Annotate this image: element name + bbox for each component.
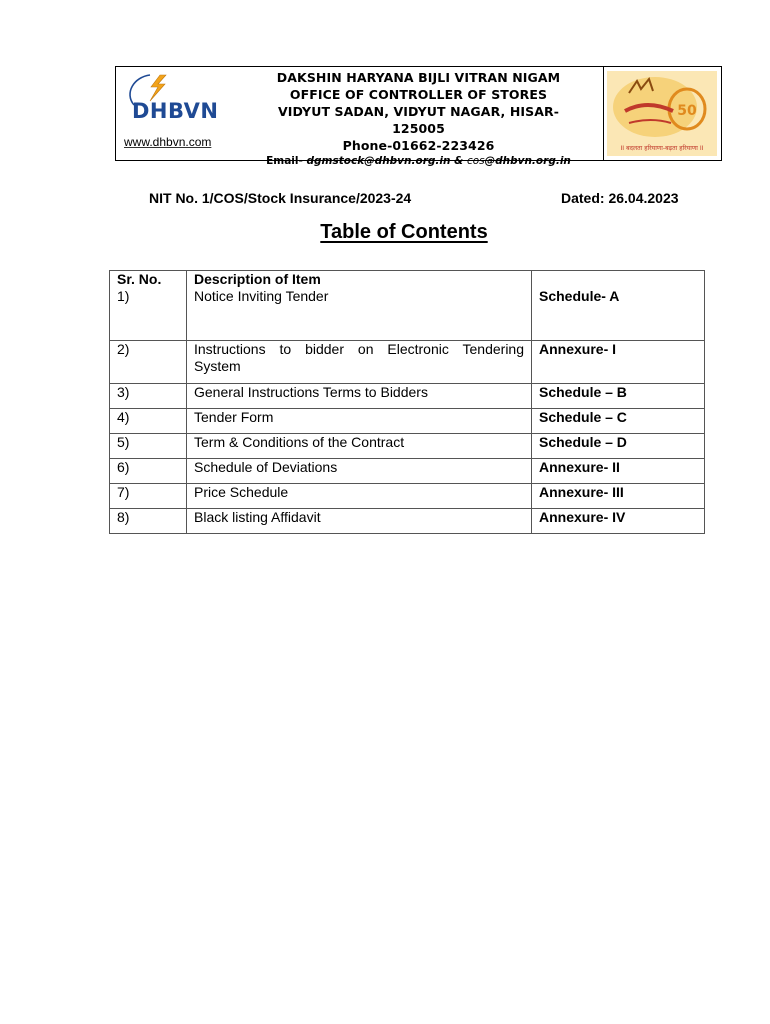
row-3-ref: Schedule – B xyxy=(532,384,705,409)
emblem-number: 50 xyxy=(677,103,697,119)
row-6-ref: Annexure- II xyxy=(532,459,705,484)
org-name: DAKSHIN HARYANA BIJLI VITRAN NIGAM xyxy=(276,70,561,85)
row-1-ref: Schedule- A xyxy=(539,288,620,304)
row-3-sr: 3) xyxy=(110,384,187,409)
email-line xyxy=(234,154,603,168)
row-4-ref: Schedule – C xyxy=(532,409,705,434)
row-8-ref: Annexure- IV xyxy=(532,509,705,534)
letterhead-address xyxy=(234,67,603,167)
table-row xyxy=(110,384,705,409)
table-row xyxy=(110,341,705,384)
phone-number: Phone-01662-223426 xyxy=(342,138,495,153)
email-link-2-domain[interactable]: @dhbvn.org.in xyxy=(484,155,571,167)
table-row xyxy=(110,509,705,534)
address-line-1: VIDYUT SADAN, VIDYUT NAGAR, HISAR- xyxy=(277,104,560,119)
letterhead xyxy=(115,66,722,167)
row-1-desc: Notice Inviting Tender xyxy=(194,288,329,304)
office-name: OFFICE OF CONTROLLER OF STORES xyxy=(289,87,548,102)
row-5-ref: Schedule – D xyxy=(532,434,705,459)
table-cell-desc xyxy=(187,271,532,341)
table-row xyxy=(110,409,705,434)
row-4-sr: 4) xyxy=(110,409,187,434)
table-cell-ref xyxy=(532,271,705,341)
email-link-2-prefix[interactable]: cos xyxy=(466,155,485,167)
dhbvn-logo-text: DHBVN xyxy=(132,99,219,123)
table-row xyxy=(110,271,705,341)
website-link[interactable]: www.dhbvn.com xyxy=(124,135,212,149)
table-row xyxy=(110,459,705,484)
row-7-desc: Price Schedule xyxy=(187,484,532,509)
nit-date: Dated: 26.04.2023 xyxy=(561,190,679,206)
row-1-sr: 1) xyxy=(117,288,130,304)
table-row xyxy=(110,434,705,459)
row-8-desc: Black listing Affidavit xyxy=(187,509,532,534)
row-5-desc: Term & Conditions of the Contract xyxy=(187,434,532,459)
table-row xyxy=(110,484,705,509)
column-header-sr: Sr. No. xyxy=(117,271,162,287)
page-title: Table of Contents xyxy=(320,221,488,243)
email-label: Email- xyxy=(266,155,307,167)
address-line-2: 125005 xyxy=(392,121,445,136)
row-4-desc: Tender Form xyxy=(187,409,532,434)
table-cell-sr xyxy=(110,271,187,341)
contents-table xyxy=(109,270,705,534)
row-6-desc: Schedule of Deviations xyxy=(187,459,532,484)
email-separator: & xyxy=(450,155,467,167)
row-6-sr: 6) xyxy=(110,459,187,484)
haryana-golden-jubilee-emblem-icon xyxy=(607,71,717,156)
column-header-ref xyxy=(539,271,697,288)
row-2-ref: Annexure- I xyxy=(532,341,705,384)
row-5-sr: 5) xyxy=(110,434,187,459)
row-8-sr: 8) xyxy=(110,509,187,534)
row-7-sr: 7) xyxy=(110,484,187,509)
letterhead-emblem-block xyxy=(603,67,721,160)
column-header-desc: Description of Item xyxy=(194,271,321,287)
nit-number: NIT No. 1/COS/Stock Insurance/2023-24 xyxy=(149,190,412,206)
letterhead-logo-block xyxy=(116,67,234,160)
row-7-ref: Annexure- III xyxy=(532,484,705,509)
row-2-desc: Instructions to bidder on Electronic Tendering System xyxy=(187,341,532,384)
row-3-desc: General Instructions Terms to Bidders xyxy=(187,384,532,409)
row-2-sr: 2) xyxy=(110,341,187,384)
email-link-1[interactable]: dgmstock@dhbvn.org.in xyxy=(306,155,451,167)
emblem-caption: II बदलता हरियाणा-बढ़ता हरियाणा II xyxy=(620,145,704,152)
